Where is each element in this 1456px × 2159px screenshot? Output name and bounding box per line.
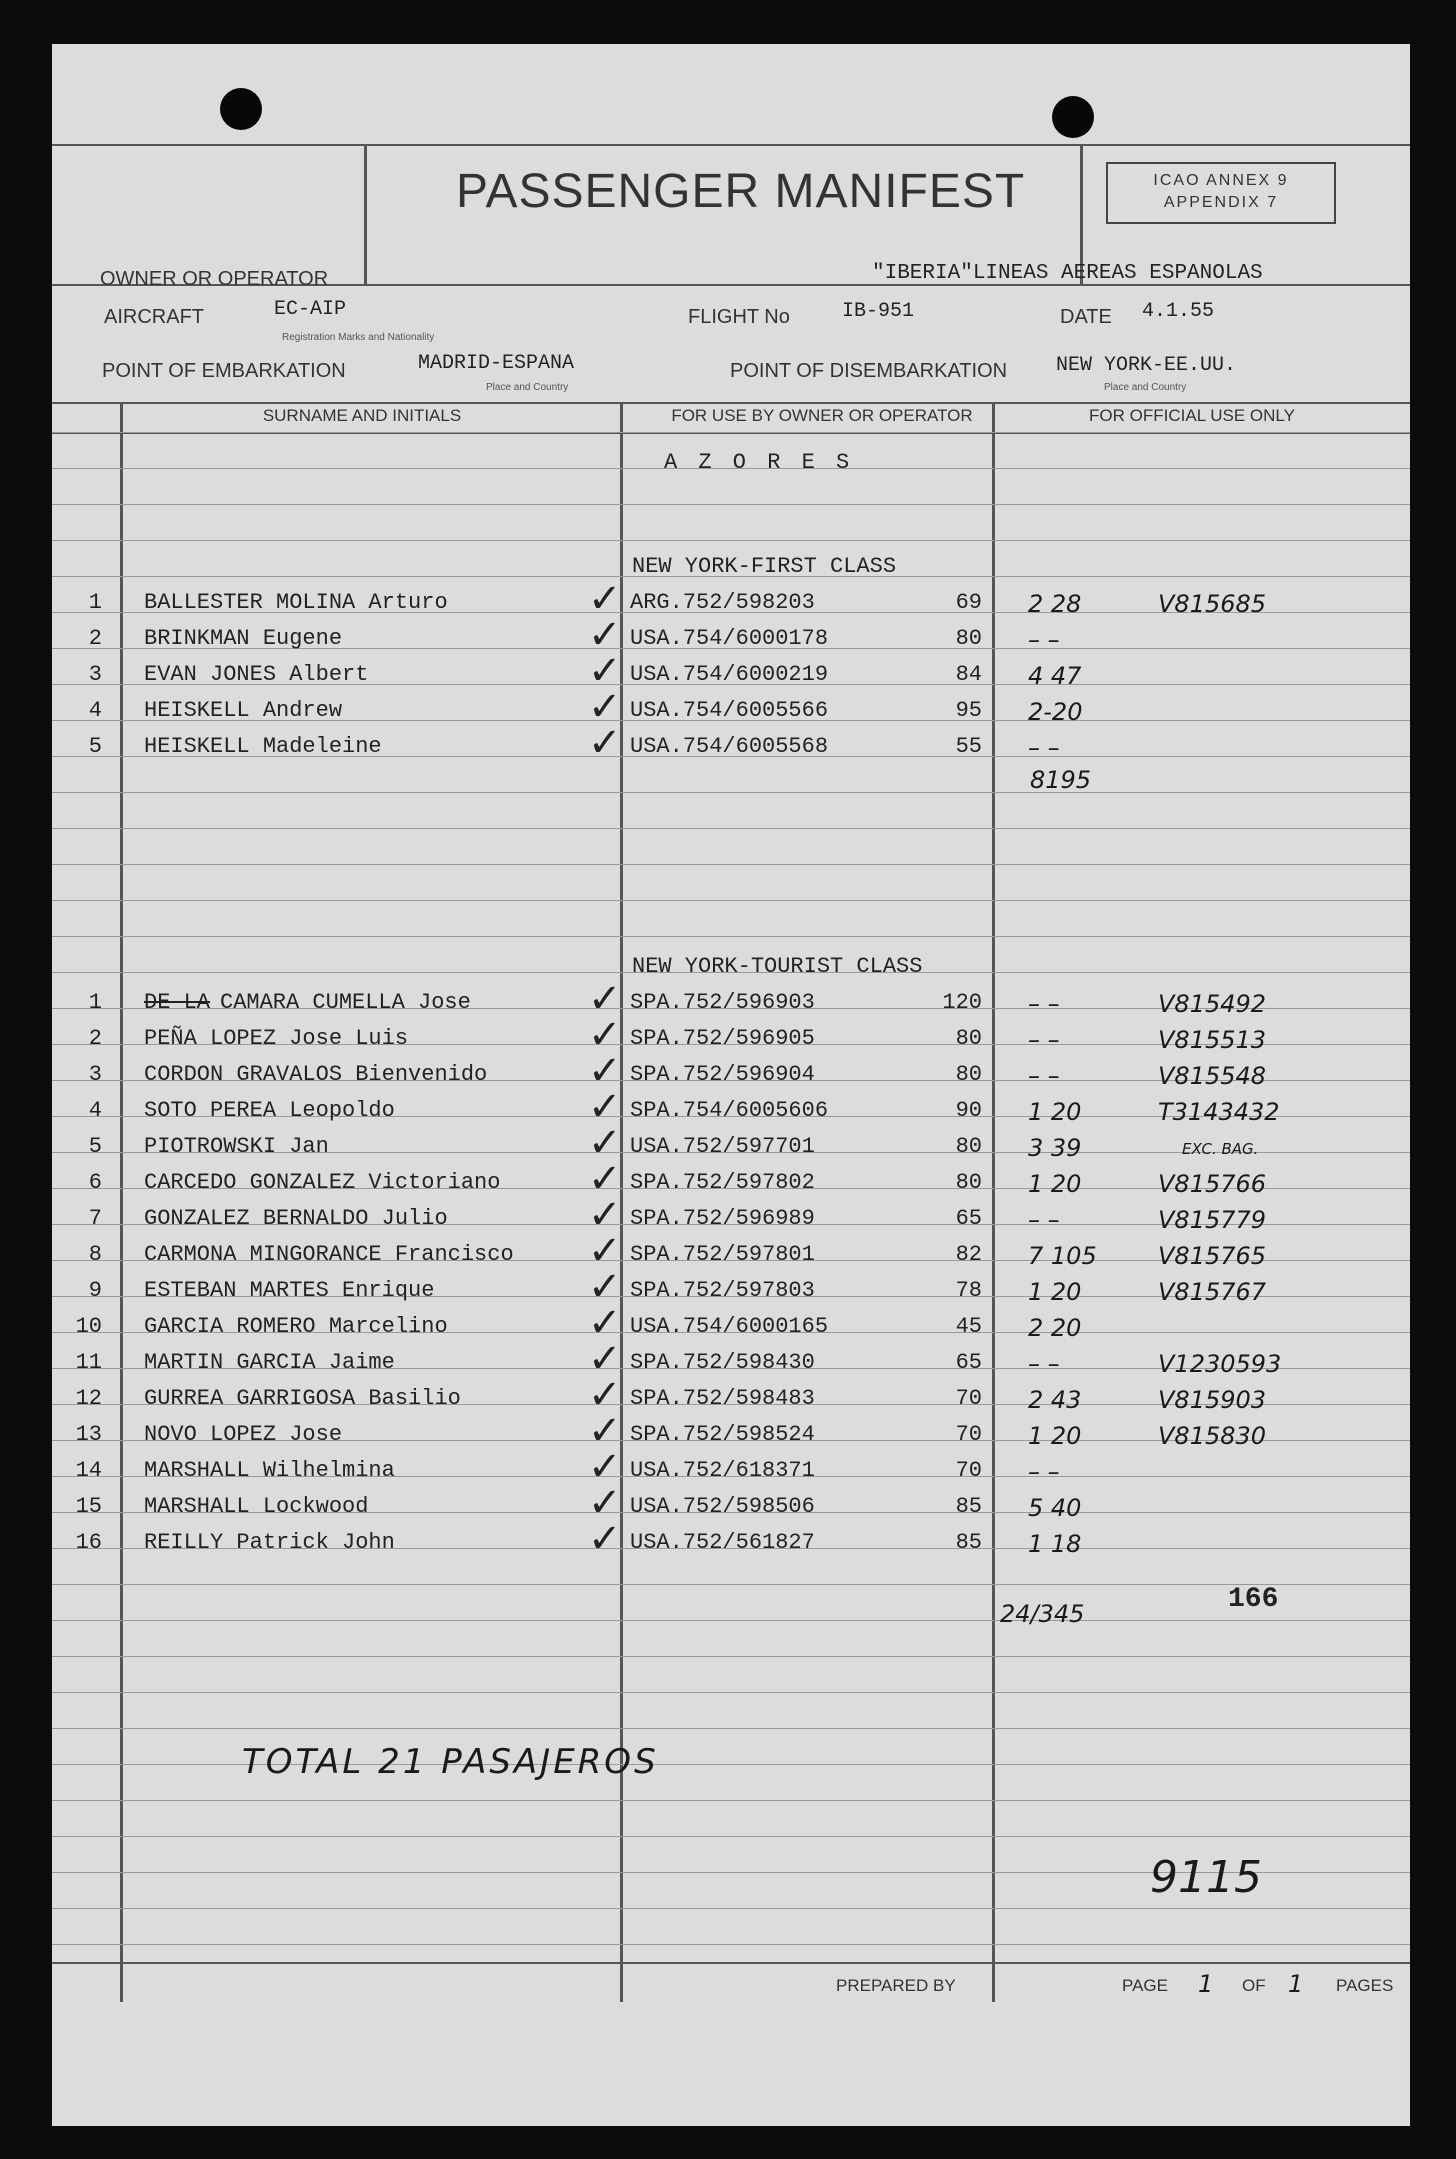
fare: 95 [955, 698, 982, 723]
passenger-name: MARSHALL Wilhelmina [144, 1458, 395, 1483]
baggage: 1 20 [1028, 1422, 1082, 1450]
baggage: 2 28 [1028, 590, 1082, 618]
total-passengers: TOTAL 21 PASAJEROS [242, 1742, 659, 1782]
passenger-name: SOTO PEREA Leopoldo [144, 1098, 395, 1123]
ticket-number: USA.752/561827 [630, 1530, 815, 1555]
passenger-name: ESTEBAN MARTES Enrique [144, 1278, 435, 1303]
page-count: 1 [1288, 1970, 1304, 1998]
fare: 65 [955, 1350, 982, 1375]
fare: 80 [955, 1170, 982, 1195]
azores-label: A Z O R E S [664, 450, 854, 475]
fare: 70 [955, 1422, 982, 1447]
passenger-name: MARTIN GARCIA Jaime [144, 1350, 395, 1375]
column-header-official: FOR OFFICIAL USE ONLY [1089, 406, 1295, 425]
passenger-name: BRINKMAN Eugene [144, 626, 343, 651]
baggage: 1 20 [1028, 1170, 1082, 1198]
icao-box: ICAO ANNEX 9 APPENDIX 7 [1106, 162, 1336, 224]
baggage: 1 20 [1028, 1098, 1082, 1126]
row-number: 4 [88, 1098, 102, 1123]
row-number: 5 [88, 1134, 102, 1159]
check-mark-icon: ✓ [588, 1444, 622, 1490]
row-number: 8 [88, 1242, 102, 1267]
row-number: 9 [88, 1278, 102, 1303]
tourist-class-heading: NEW YORK-TOURIST CLASS [632, 954, 923, 979]
fare: 65 [955, 1206, 982, 1231]
row-number: 11 [75, 1350, 102, 1375]
check-mark-icon: ✓ [588, 684, 622, 730]
check-mark-icon: ✓ [588, 1480, 622, 1526]
passenger-name: MARSHALL Lockwood [144, 1494, 369, 1519]
of-label: OF [1242, 1976, 1266, 1995]
disembarkation-value: NEW YORK-EE.UU. [1056, 354, 1237, 377]
ticket-number: USA.754/6000178 [630, 626, 829, 651]
passenger-name: PIOTROWSKI Jan [144, 1134, 329, 1159]
fare: 90 [955, 1098, 982, 1123]
fare: 69 [955, 590, 982, 615]
baggage: 4 47 [1028, 662, 1082, 690]
official-entry: V815765 [1158, 1242, 1267, 1270]
check-mark-icon: ✓ [588, 1156, 622, 1202]
baggage: – – [1028, 1350, 1060, 1378]
page-number: 1 [1198, 1970, 1214, 1998]
first-class-subtotal: 8195 [1030, 766, 1092, 794]
baggage: – – [1028, 990, 1060, 1018]
baggage: 2 43 [1028, 1386, 1082, 1414]
baggage: 7 105 [1028, 1242, 1097, 1270]
ticket-number: SPA.752/597801 [630, 1242, 815, 1267]
row-number: 1 [88, 590, 102, 615]
fare: 70 [955, 1386, 982, 1411]
aircraft-label: AIRCRAFT [104, 306, 204, 328]
ticket-number: SPA.752/596905 [630, 1026, 815, 1051]
ticket-number: USA.752/598506 [630, 1494, 815, 1519]
baggage: – – [1028, 1062, 1060, 1090]
row-number: 6 [88, 1170, 102, 1195]
check-mark-icon: ✓ [588, 1084, 622, 1130]
fare: 82 [955, 1242, 982, 1267]
baggage: 1 20 [1028, 1278, 1082, 1306]
row-number: 4 [88, 698, 102, 723]
ticket-number: USA.754/6000165 [630, 1314, 829, 1339]
check-mark-icon: ✓ [588, 1300, 622, 1346]
aircraft-value: EC-AIP [274, 298, 347, 321]
row-number: 2 [88, 1026, 102, 1051]
ticket-number: USA.754/6005566 [630, 698, 829, 723]
first-class-heading: NEW YORK-FIRST CLASS [632, 554, 897, 579]
stamp-number: 166 [1228, 1584, 1279, 1615]
official-entry: V815548 [1158, 1062, 1267, 1090]
official-entry: V815779 [1158, 1206, 1267, 1234]
baggage: 3 39 [1028, 1134, 1082, 1162]
ticket-number: SPA.752/596904 [630, 1062, 815, 1087]
date-label: DATE [1060, 306, 1112, 328]
pages-label: PAGES [1336, 1976, 1394, 1995]
check-mark-icon: ✓ [588, 1120, 622, 1166]
ticket-number: SPA.752/596989 [630, 1206, 815, 1231]
passenger-name: HEISKELL Madeleine [144, 734, 382, 759]
passenger-name: PEÑA LOPEZ Jose Luis [144, 1026, 409, 1051]
check-mark-icon: ✓ [588, 1012, 622, 1058]
fare: 78 [955, 1278, 982, 1303]
check-mark-icon: ✓ [588, 576, 622, 622]
check-mark-icon: ✓ [588, 1228, 622, 1274]
passenger-name: CAMARA CUMELLA Jose [220, 990, 471, 1015]
row-number: 2 [88, 626, 102, 651]
tourist-class-subtotal: 24/345 [1000, 1600, 1085, 1628]
passenger-name: HEISKELL Andrew [144, 698, 343, 723]
row-number: 5 [88, 734, 102, 759]
column-header-operator: FOR USE BY OWNER OR OPERATOR [671, 406, 973, 425]
fare: 80 [955, 1134, 982, 1159]
manifest-sheet [52, 44, 1410, 2126]
baggage: 5 40 [1028, 1494, 1082, 1522]
passenger-name: EVAN JONES Albert [144, 662, 369, 687]
check-mark-icon: ✓ [588, 1192, 622, 1238]
check-mark-icon: ✓ [588, 1336, 622, 1382]
check-mark-icon: ✓ [588, 1516, 622, 1562]
row-number: 3 [88, 1062, 102, 1087]
punch-hole [220, 88, 262, 130]
passenger-name: CARCEDO GONZALEZ Victoriano [144, 1170, 501, 1195]
ticket-number: SPA.752/596903 [630, 990, 815, 1015]
punch-hole [1052, 96, 1094, 138]
disembarkation-note: Place and Country [1104, 382, 1187, 393]
fare: 80 [955, 1062, 982, 1087]
row-number: 7 [88, 1206, 102, 1231]
passenger-name: GURREA GARRIGOSA Basilio [144, 1386, 461, 1411]
name-prefix-struck: DE LA [144, 990, 211, 1015]
signature: 9115 [1150, 1852, 1262, 1903]
prepared-by-label: PREPARED BY [836, 1976, 956, 1995]
check-mark-icon: ✓ [588, 976, 622, 1022]
fare: 45 [955, 1314, 982, 1339]
date-value: 4.1.55 [1142, 300, 1215, 323]
passenger-name: BALLESTER MOLINA Arturo [144, 590, 448, 615]
row-number: 15 [75, 1494, 102, 1519]
baggage: 1 18 [1028, 1530, 1082, 1558]
official-entry: T3143432 [1158, 1098, 1280, 1126]
check-mark-icon: ✓ [588, 1372, 622, 1418]
passenger-name: NOVO LOPEZ Jose [144, 1422, 343, 1447]
baggage: – – [1028, 1206, 1060, 1234]
ticket-number: ARG.752/598203 [630, 590, 815, 615]
ticket-number: USA.754/6000219 [630, 662, 829, 687]
passenger-name: GONZALEZ BERNALDO Julio [144, 1206, 448, 1231]
baggage: 2 20 [1028, 1314, 1082, 1342]
row-number: 16 [75, 1530, 102, 1555]
check-mark-icon: ✓ [588, 612, 622, 658]
fare: 84 [955, 662, 982, 687]
flight-label: FLIGHT No [688, 306, 790, 328]
passenger-name: CARMONA MINGORANCE Francisco [144, 1242, 514, 1267]
page-title: PASSENGER MANIFEST [456, 165, 1026, 218]
check-mark-icon: ✓ [588, 648, 622, 694]
check-mark-icon: ✓ [588, 1048, 622, 1094]
fare: 55 [955, 734, 982, 759]
official-entry: V815903 [1158, 1386, 1267, 1414]
passenger-name: GARCIA ROMERO Marcelino [144, 1314, 448, 1339]
row-number: 12 [75, 1386, 102, 1411]
ticket-number: USA.752/618371 [630, 1458, 815, 1483]
flight-value: IB-951 [842, 300, 915, 323]
row-number: 3 [88, 662, 102, 687]
fare: 80 [955, 626, 982, 651]
ticket-number: SPA.752/597803 [630, 1278, 815, 1303]
baggage: – – [1028, 1026, 1060, 1054]
official-entry: V815767 [1158, 1278, 1267, 1306]
official-entry: V815830 [1158, 1422, 1267, 1450]
fare: 70 [955, 1458, 982, 1483]
fare: 85 [955, 1494, 982, 1519]
embarkation-label: POINT OF EMBARKATION [102, 360, 346, 382]
passenger-name: REILLY Patrick John [144, 1530, 395, 1555]
check-mark-icon: ✓ [588, 720, 622, 766]
row-number: 10 [75, 1314, 102, 1339]
row-number: 1 [88, 990, 102, 1015]
official-entry: V815766 [1158, 1170, 1267, 1198]
passenger-name: CORDON GRAVALOS Bienvenido [144, 1062, 488, 1087]
fare: 120 [942, 990, 982, 1015]
ticket-number: SPA.752/597802 [630, 1170, 815, 1195]
fare: 80 [955, 1026, 982, 1051]
official-entry: EXC. BAG. [1182, 1140, 1259, 1158]
row-number: 13 [75, 1422, 102, 1447]
check-mark-icon: ✓ [588, 1264, 622, 1310]
ticket-number: USA.754/6005568 [630, 734, 829, 759]
ticket-number: USA.752/597701 [630, 1134, 815, 1159]
fare: 85 [955, 1530, 982, 1555]
owner-label: OWNER OR OPERATOR [100, 268, 329, 290]
baggage: – – [1028, 734, 1060, 762]
official-entry: V815492 [1158, 990, 1267, 1018]
ticket-number: SPA.752/598524 [630, 1422, 815, 1447]
disembarkation-label: POINT OF DISEMBARKATION [730, 360, 1008, 382]
check-mark-icon: ✓ [588, 1408, 622, 1454]
embarkation-value: MADRID-ESPANA [418, 352, 575, 375]
official-entry: V815513 [1158, 1026, 1267, 1054]
baggage: 2-20 [1028, 698, 1083, 726]
page-label: PAGE [1122, 1976, 1168, 1995]
row-number: 14 [75, 1458, 102, 1483]
aircraft-note: Registration Marks and Nationality [282, 332, 435, 343]
official-entry: V1230593 [1158, 1350, 1282, 1378]
owner-value: "IBERIA"LINEAS AEREAS ESPANOLAS [872, 262, 1263, 285]
column-header-surname: SURNAME AND INITIALS [262, 406, 462, 425]
ticket-number: SPA.752/598483 [630, 1386, 815, 1411]
official-entry: V815685 [1158, 590, 1267, 618]
baggage: – – [1028, 626, 1060, 654]
ticket-number: SPA.754/6005606 [630, 1098, 829, 1123]
ticket-number: SPA.752/598430 [630, 1350, 815, 1375]
baggage: – – [1028, 1458, 1060, 1486]
embarkation-note: Place and Country [486, 382, 569, 393]
